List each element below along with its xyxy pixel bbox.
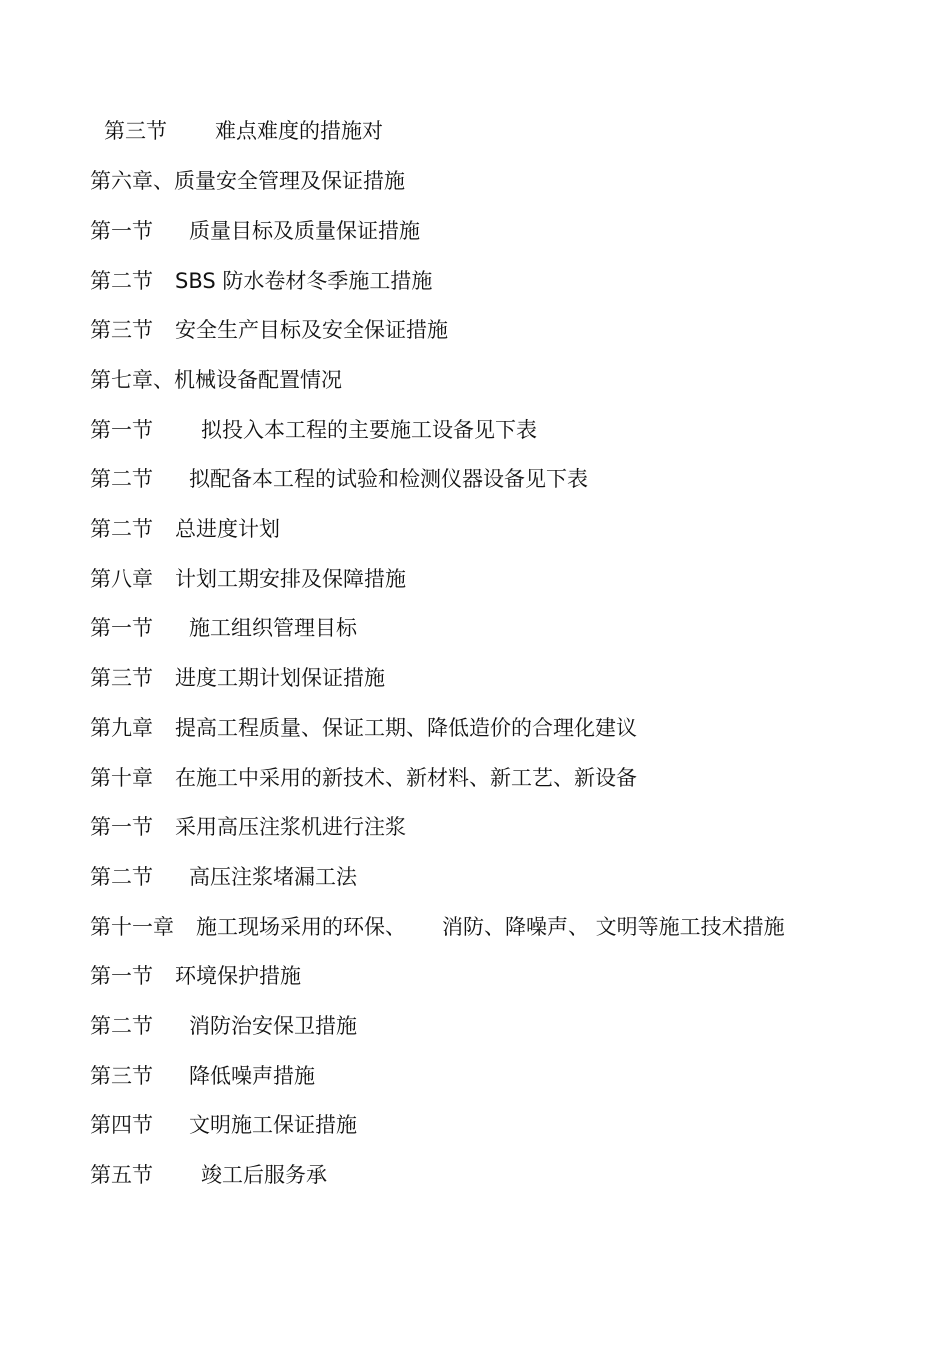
toc-entry [90,812,406,842]
toc-title: 降低噪声措施 [189,1064,315,1088]
toc-number: 第三节 [90,318,153,342]
toc-entry [104,116,383,146]
toc-number: 第二节 [90,467,153,491]
toc-number: 第十章 [90,766,153,790]
toc-entry [90,961,301,991]
toc-entry [90,613,357,643]
toc-title: 计划工期安排及保障措施 [175,567,406,591]
toc-title-continued: 消防、降噪声、 文明等施工技术措施 [442,915,785,939]
toc-entry [90,564,406,594]
toc-title: 高压注浆堵漏工法 [189,865,357,889]
toc-entry [90,266,432,296]
toc-title: 质量目标及质量保证措施 [189,219,420,243]
toc-title: 环境保护措施 [175,964,301,988]
toc-chapter [90,912,785,942]
toc-number: 第八章 [90,567,153,591]
toc-title: 施工现场采用的环保、 [196,915,406,939]
toc-title: 竣工后服务承 [201,1163,327,1187]
toc-title: 消防治安保卫措施 [189,1014,357,1038]
toc-entry [90,763,637,793]
toc-number: 第二节 [90,865,153,889]
toc-number: 第一节 [90,219,153,243]
toc-number: 第三节 [90,666,153,690]
toc-number: 第一节 [90,815,153,839]
toc-title: 在施工中采用的新技术、新材料、新工艺、新设备 [175,766,637,790]
toc-entry [90,216,420,246]
toc-title: 提高工程质量、保证工期、降低造价的合理化建议 [175,716,637,740]
toc-entry [90,862,357,892]
toc-chapter [90,365,342,395]
toc-number: 第七章、机械设备配置情况 [90,368,342,392]
toc-number: 第一节 [90,964,153,988]
toc-number: 第三节 [90,1064,153,1088]
toc-title: 难点难度的措施对 [215,119,383,143]
toc-title: SBS 防水卷材冬季施工措施 [175,269,433,293]
toc-entry [90,514,280,544]
toc-entry [90,663,385,693]
toc-number: 第五节 [90,1163,153,1187]
toc-number: 第一节 [90,616,153,640]
toc-title: 进度工期计划保证措施 [175,666,385,690]
toc-chapter [90,166,405,196]
toc-entry [90,315,448,345]
toc-number: 第二节 [90,517,153,541]
toc-title: 安全生产目标及安全保证措施 [175,318,448,342]
toc-number: 第二节 [90,1014,153,1038]
toc-title: 施工组织管理目标 [189,616,357,640]
toc-number: 第六章、质量安全管理及保证措施 [90,169,405,193]
toc-number: 第四节 [90,1113,153,1137]
toc-entry [90,1061,315,1091]
toc-entry [90,1011,357,1041]
toc-number: 第十一章 [90,915,174,939]
toc-entry [90,464,588,494]
toc-title: 拟配备本工程的试验和检测仪器设备见下表 [189,467,588,491]
toc-title: 总进度计划 [175,517,280,541]
toc-title: 拟投入本工程的主要施工设备见下表 [201,418,537,442]
toc-number: 第九章 [90,716,153,740]
toc-entry [90,1160,327,1190]
toc-number: 第一节 [90,418,153,442]
toc-title: 采用高压注浆机进行注浆 [175,815,406,839]
toc-number: 第二节 [90,269,153,293]
toc-entry [90,415,537,445]
toc-title: 文明施工保证措施 [189,1113,357,1137]
toc-number: 第三节 [104,119,167,143]
toc-entry [90,713,637,743]
toc-entry [90,1110,357,1140]
